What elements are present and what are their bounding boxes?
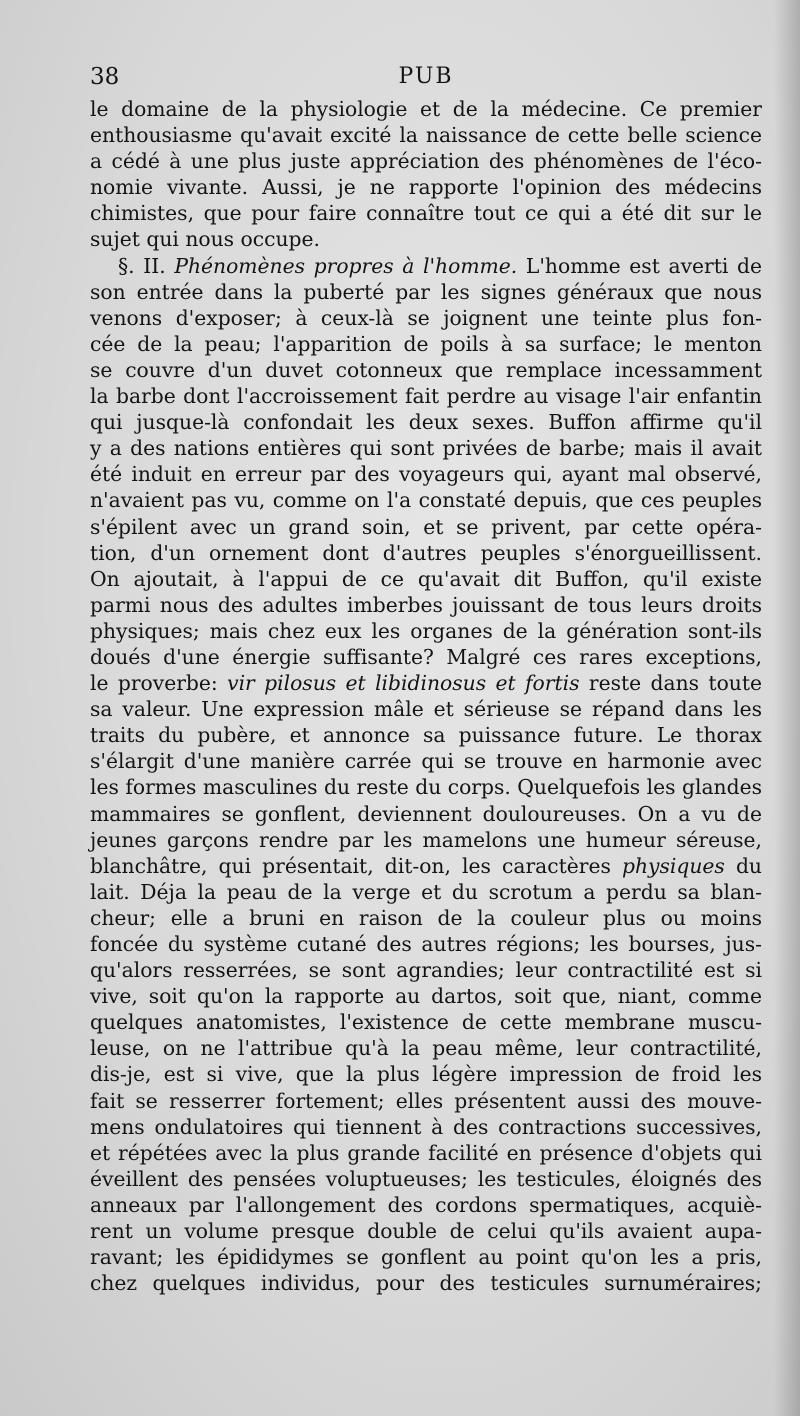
text-line — [90, 853, 762, 879]
text-line: leuse, on ne l'attribue qu'à la peau même, leur contractilité, — [90, 1036, 762, 1061]
text-line: s'élargit d'une manière carrée qui se trouve en harmonie avec — [90, 749, 762, 774]
text-line: chimistes, que pour faire connaître tout ce qui a été dit sur le — [90, 201, 762, 226]
text-line: été induit en erreur par des voyageurs qui, ayant mal observé, — [90, 462, 762, 487]
text-segment: blanchâtre, qui présentait, dit-on, les caractères — [90, 853, 622, 878]
text-line: qui jusque-là confondait les deux sexes. Buffon affirme qu'il — [90, 410, 762, 435]
text-line: doués d'une énergie suffisante? Malgré ces rares exceptions, — [90, 644, 762, 669]
text-line: y a des nations entières qui sont privées de barbe; mais il avait — [90, 436, 762, 461]
text-line — [90, 253, 762, 279]
text-line: son entrée dans la puberté par les signes généraux que nous — [90, 279, 762, 304]
text-line: cée de la peau; l'apparition de poils à sa surface; le menton — [90, 331, 762, 356]
text-line: sujet qui nous occupe. — [90, 227, 320, 252]
text-line: enthousiasme qu'avait excité la naissance de cette belle science — [90, 123, 762, 148]
page-header — [90, 64, 762, 94]
text-line: nomie vivante. Aussi, je ne rapporte l'opinion des médecins — [90, 175, 762, 200]
text-line: sa valeur. Une expression mâle et sérieuse se répand dans les — [90, 697, 762, 722]
text-line: la barbe dont l'accroissement fait perdre au visage l'air enfantin — [90, 384, 762, 409]
text-line: se couvre d'un duvet cotonneux que remplace incessamment — [90, 357, 762, 382]
text-line: les formes masculines du reste du corps. Quelquefois les glandes — [90, 775, 762, 800]
text-line: ravant; les épididymes se gonflent au point qu'on les a pris, — [90, 1245, 762, 1270]
text-line: foncée du système cutané des autres régions; les bourses, jus- — [90, 932, 762, 956]
text-line: mens ondulatoires qui tiennent à des contractions successives, — [90, 1114, 762, 1139]
text-segment: le proverbe: — [90, 671, 228, 696]
running-head: PUB — [398, 64, 454, 89]
page-number: 38 — [90, 64, 120, 90]
text-line: rent un volume presque double de celui qu'ils avaient aupa- — [90, 1219, 762, 1244]
text-line: chez quelques individus, pour des testicules surnuméraires; — [90, 1271, 762, 1296]
text-line: venons d'exposer; à ceux-là se joignent une teinte plus fon- — [90, 305, 762, 330]
text-line: traits du pubère, et annonce sa puissance future. Le thorax — [90, 723, 762, 748]
text-line: n'avaient pas vu, comme on l'a constaté depuis, que ces peuples — [90, 488, 762, 513]
text-line: mammaires se gonflent, deviennent douloureuses. On a vu de — [90, 801, 762, 826]
text-line: parmi nous des adultes imberbes jouissant de tous leurs droits — [90, 592, 762, 617]
text-line: lait. Déja la peau de la verge et du scrotum a perdu sa blan- — [90, 879, 762, 904]
text-line: fait se resserrer fortement; elles présentent aussi des mouve- — [90, 1088, 762, 1113]
text-line: On ajoutait, à l'appui de ce qu'avait dit Buffon, qu'il existe — [90, 566, 762, 591]
text-line — [90, 670, 762, 696]
text-line: s'épilent avec un grand soin, et se privent, par cette opéra- — [90, 514, 762, 539]
text-line: dis-je, est si vive, que la plus légère impression de froid les — [90, 1062, 762, 1087]
text-segment: reste dans toute — [579, 671, 763, 696]
text-line: physiques; mais chez eux les organes de la génération sont-ils — [90, 618, 762, 643]
text-line: le domaine de la physiologie et de la médecine. Ce premier — [90, 97, 762, 121]
text-line: a cédé à une plus juste appréciation des phénomènes de l'éco- — [90, 149, 762, 174]
italic-text: vir pilosus et libidinosus et fortis — [227, 671, 580, 696]
text-segment: §. II. — [118, 253, 175, 278]
text-segment: du — [724, 853, 762, 878]
text-line: qu'alors resserrées, se sont agrandies; leur contractilité est si — [90, 958, 762, 983]
text-segment: L'homme est averti de — [517, 253, 762, 278]
text-line: vive, soit qu'on la rapporte au dartos, soit que, niant, comme — [90, 984, 762, 1009]
body-text — [90, 96, 762, 1296]
text-line: jeunes garçons rendre par les mamelons une humeur séreuse, — [90, 827, 762, 852]
italic-text: physiques — [621, 853, 725, 878]
text-line: anneaux par l'allongement des cordons spermatiques, acquiè- — [90, 1192, 762, 1217]
text-line: cheur; elle a bruni en raison de la couleur plus ou moins — [90, 905, 762, 930]
text-line: éveillent des pensées voluptueuses; les testicules, éloignés des — [90, 1166, 762, 1191]
text-line: quelques anatomistes, l'existence de cette membrane muscu- — [90, 1010, 762, 1035]
text-line: tion, d'un ornement dont d'autres peuples s'énorgueillissent. — [90, 540, 762, 565]
italic-text: Phénomènes propres à l'homme. — [174, 253, 518, 278]
text-line: et répétées avec la plus grande facilité en présence d'objets qui — [90, 1140, 762, 1165]
